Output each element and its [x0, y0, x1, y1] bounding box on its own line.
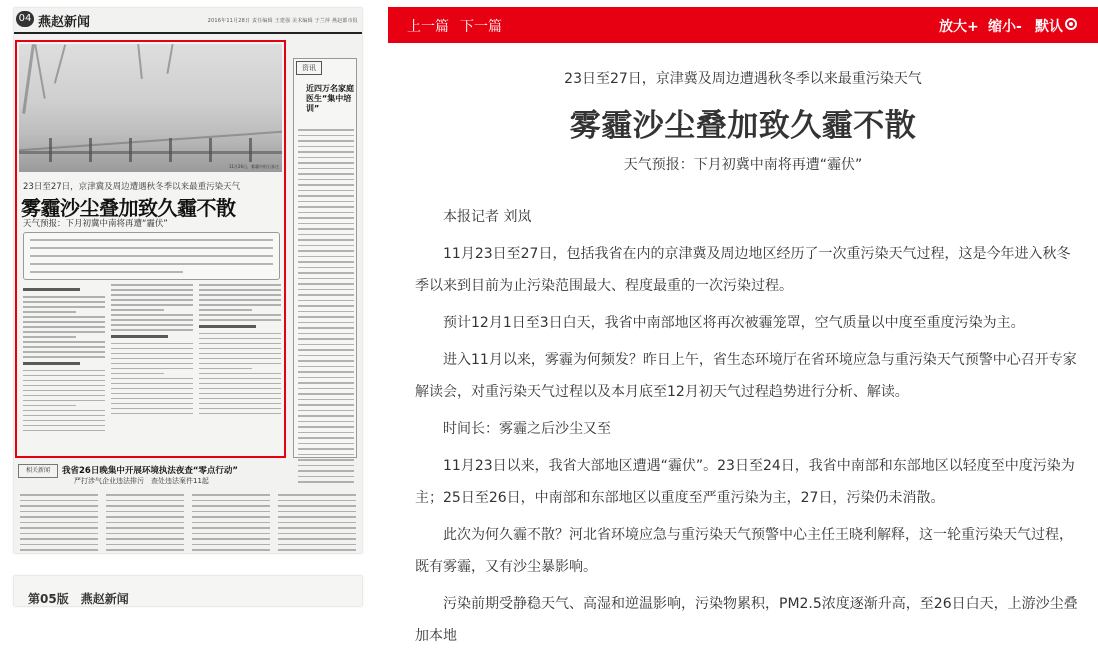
- article-title: 雾霾沙尘叠加致久霾不散: [569, 108, 917, 144]
- photo-caption: 11月26日，雾霾中的石家庄: [228, 164, 279, 169]
- sidebar-text-lines: [298, 129, 354, 487]
- article-body: [415, 201, 1083, 652]
- next-article-link[interactable]: 下一篇: [460, 19, 502, 35]
- article-paragraph: 此次为何久霾不散？河北省环境应急与重污染天气预警中心主任王晓利解释，这一轮重污染天气过程，既有雾霾，又有沙尘暴影响。: [415, 527, 1073, 575]
- zoom-out-button[interactable]: 缩小-: [988, 19, 1022, 35]
- article-photo: [19, 44, 282, 172]
- lead-text-box: [23, 232, 280, 280]
- article-kicker: 23日至27日，京津冀及周边遭遇秋冬季以来最重污染天气: [564, 71, 922, 87]
- section-name: 燕赵新闻: [38, 15, 91, 30]
- thumbnail-headline: 雾霾沙尘叠加致久霾不散: [21, 196, 236, 220]
- default-size-button[interactable]: [1035, 16, 1077, 36]
- article-byline: 本报记者 刘岚: [443, 209, 532, 225]
- prev-article-link[interactable]: 上一篇: [407, 19, 449, 35]
- article-content: [388, 43, 1098, 644]
- newspaper-page-thumbnail[interactable]: [14, 8, 362, 553]
- thumbnail-subtitle: 天气预报：下月初冀中南将再遭“霾伏”: [23, 219, 168, 229]
- related-news-subhead: 严打涉气企业违法排污 查处违法案件11起: [74, 477, 209, 485]
- zoom-in-button[interactable]: 放大+: [939, 19, 979, 35]
- related-news-text-lines: [20, 494, 356, 555]
- article-subtitle: 天气预报：下月初冀中南将再遭“霾伏”: [623, 157, 863, 173]
- next-page-thumbnail[interactable]: [14, 576, 362, 606]
- page-number-badge: 04: [16, 11, 34, 27]
- thumbnail-subhead: 23日至27日，京津冀及周边遭遇秋冬季以来最重污染天气: [23, 182, 241, 192]
- page-thumbnail-panel: [0, 0, 375, 606]
- default-size-label: 默认: [1035, 19, 1063, 35]
- sidebar-tag: 资讯: [296, 61, 322, 75]
- newspaper-header: [14, 8, 362, 34]
- sidebar-headline: 近四万名家庭医生“集中培训”: [306, 84, 354, 113]
- thumbnail-body-columns: [23, 284, 283, 454]
- sidebar-news-box[interactable]: [293, 58, 357, 458]
- related-news-headline[interactable]: 我省26日晚集中开展环境执法夜查“零点行动”: [62, 466, 239, 476]
- related-news-tag: 相关新闻: [18, 464, 58, 478]
- article-section-heading: 时间长：雾霾之后沙尘又至: [443, 421, 611, 437]
- next-page-label: 第05版 燕赵新闻: [28, 592, 129, 606]
- article-paragraph: 预计12月1日至3日白天，我省中南部地区将再次被霾笼罩，空气质量以中度至重度污染为主。: [443, 315, 1025, 331]
- selected-article-hotspot[interactable]: [15, 40, 286, 458]
- article-paragraph: 污染前期受静稳天气、高湿和逆温影响，污染物累积，PM2.5浓度逐渐升高，至26日白天，上游沙尘叠加本地: [415, 596, 1078, 644]
- paper-date-line: 2016年11月28日 责任编辑 王建强 美术编辑 于兰萍 燕赵都市报: [207, 18, 358, 24]
- article-paragraph: 进入11月以来，雾霾为何频发？昨日上午，省生态环境厅在省环境应急与重污染天气预警中心召开专家解读会，对重污染天气过程以及本月底至12月初天气过程趋势进行分析、解读。: [415, 352, 1077, 400]
- reset-icon: [1065, 18, 1077, 30]
- article-paragraph: 11月23日以来，我省大部地区遭遇“霾伏”。23日至24日，我省中南部和东部地区以轻度至中度污染为主；25日至26日，中南部和东部地区以重度至严重污染为主，27日，污染仍未消散。: [415, 458, 1075, 506]
- article-paragraph: 11月23日至27日，包括我省在内的京津冀及周边地区经历了一次重污染天气过程，这是今年进入秋冬季以来到目前为止污染范围最大、程度最重的一次污染过程。: [415, 246, 1071, 294]
- article-toolbar: [388, 7, 1098, 43]
